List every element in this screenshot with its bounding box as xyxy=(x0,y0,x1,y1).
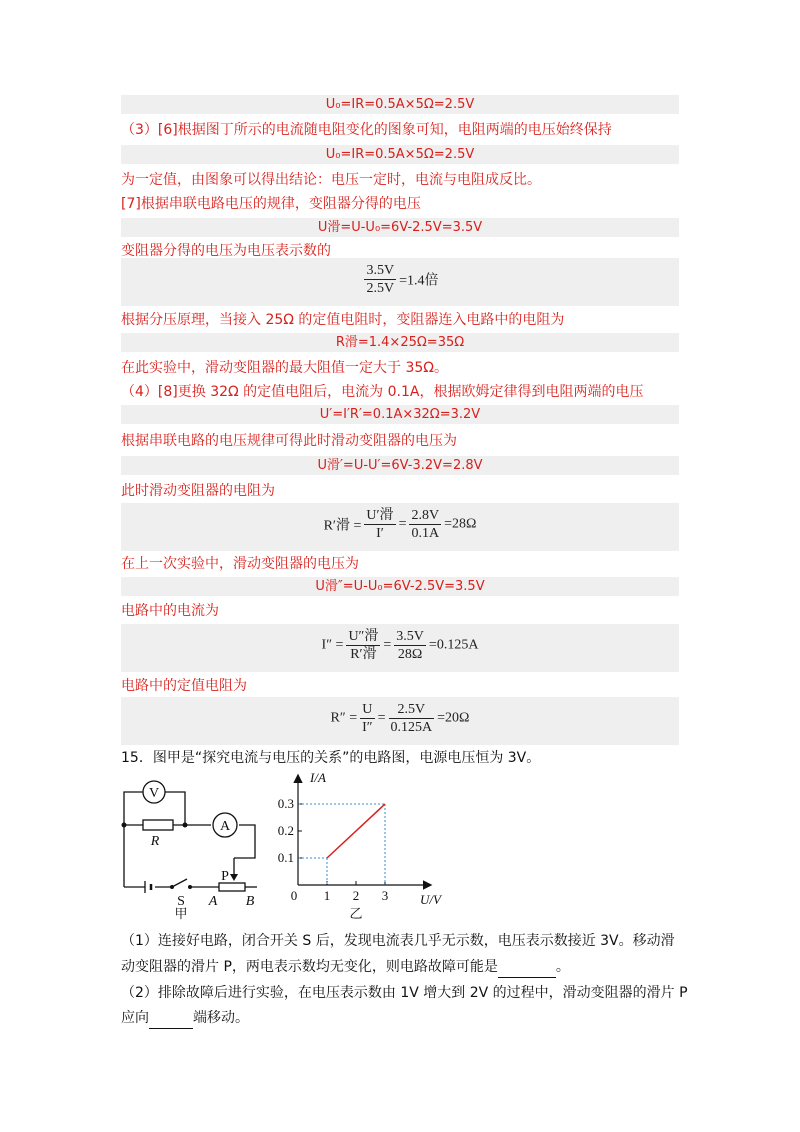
question-part2-end: 端移动。 xyxy=(193,1010,249,1026)
question-part1-line1: （1）连接好电路，闭合开关 S 后，发现电流表几乎无示数，电压表示数接近 3V。移动滑 xyxy=(121,933,675,949)
math3-den2: 0.125A xyxy=(390,720,433,735)
answer-blank-1[interactable] xyxy=(498,957,556,978)
solution-part3: （3）[6]根据图丁所示的电流随电阻变化的图象可知，电阻两端的电压始终保持 xyxy=(121,122,612,138)
x-axis-label: U/V xyxy=(420,892,441,907)
equation-math-3: R″ = $\frac{U}{I''}$ = $\frac{2.5V}{0.125A}$ =20Ω xyxy=(330,702,470,735)
math1-result: =28Ω xyxy=(444,516,477,532)
rheostat-end-a: A xyxy=(208,894,218,909)
math1-den1: I′ xyxy=(376,526,384,541)
x-tick-label: 1 xyxy=(323,888,331,903)
solution-max-resistance: 在此实验中，滑动变阻器的最大阻值一定大于 35Ω。 xyxy=(121,360,448,376)
equation-slider-voltage: U滑=U-U₀=6V-2.5V=3.5V xyxy=(317,220,483,235)
question-part2-line1: （2）排除故障后进行实验，在电压表示数由 1V 增大到 2V 的过程中，滑动变阻器的滑片 P xyxy=(121,985,688,1001)
math3-lhs: R″ = xyxy=(330,710,358,726)
question-part1-line2 xyxy=(121,957,570,978)
x-tick-label: 3 xyxy=(381,888,389,903)
solution-part4: （4）[8]更换 32Ω 的定值电阻后，电流为 0.1A，根据欧姆定律得到电阻两端的电压 xyxy=(121,384,644,400)
question-part1-text: 动变阻器的滑片 P，两电表示数均无变化，则电路故障可能是 xyxy=(121,959,498,975)
solution-fixed-resistance: 电路中的定值电阻为 xyxy=(121,678,247,694)
equation-slider-voltage-prime: U滑′=U-U′=6V-3.2V=2.8V xyxy=(317,458,483,473)
question-stem: 15．图甲是“探究电流与电压的关系”的电路图，电源电压恒为 3V。 xyxy=(121,750,541,766)
answer-blank-2[interactable] xyxy=(149,1008,193,1029)
iu-graph xyxy=(277,768,441,923)
circuit-caption: 甲 xyxy=(174,906,188,921)
rheostat-end-b: B xyxy=(245,894,255,909)
solution-previous: 在上一次实验中，滑动变阻器的电压为 xyxy=(121,556,359,572)
solution-current: 电路中的电流为 xyxy=(121,603,219,619)
equation-math-2: I″ = $\frac{\text{U″滑}}{\text{R′滑}}$ = $\frac{3.5V}{28\Omega}$ =0.125A xyxy=(321,629,479,662)
solution-series: 根据串联电路的电压规律可得此时滑动变阻器的电压为 xyxy=(121,433,457,449)
slider-label: P xyxy=(221,869,229,884)
voltmeter-label: V xyxy=(148,786,160,801)
ratio-numerator: 3.5V xyxy=(366,263,395,278)
equation-slider-voltage-double-prime: U滑″=U-U₀=6V-2.5V=3.5V xyxy=(315,579,485,594)
math1-lhs: R′滑 = xyxy=(323,518,362,534)
switch-label: S xyxy=(177,894,185,909)
question-part1-end: 。 xyxy=(555,959,570,975)
circuit-diagram xyxy=(115,770,280,920)
equation-ohm-2: U₀=IR=0.5A×5Ω=2.5V xyxy=(325,147,475,162)
data-line xyxy=(327,804,385,858)
math3-num2: 2.5V xyxy=(389,701,435,719)
question-part2-line2 xyxy=(121,1008,249,1029)
solution-step7: [7]根据串联电路电压的规律，变阻器分得的电压 xyxy=(121,196,421,212)
ratio-result: =1.4倍 xyxy=(399,273,439,289)
math3-den1: I″ xyxy=(362,720,373,735)
solution-divider: 根据分压原理，当接入 25Ω 的定值电阻时，变阻器连入电路中的电阻为 xyxy=(121,312,565,328)
math3-num1: U xyxy=(360,701,375,719)
math2-result: =0.125A xyxy=(428,637,479,653)
solution-conclusion: 为一定值，由图象可以得出结论：电压一定时，电流与电阻成反比。 xyxy=(121,172,541,188)
equation-voltage-prime: U′=I′R′=0.1A×32Ω=3.2V xyxy=(319,407,481,422)
math2-num2: 3.5V xyxy=(396,629,424,644)
equation-math-1: R′滑 = $\frac{\text{U′滑}}{I'}$ = $\frac{2.8V}{0.1A}$ =28Ω xyxy=(323,508,477,541)
math2-den1: R′滑 xyxy=(350,647,377,662)
math2-lhs: I″ = xyxy=(321,637,344,653)
y-tick-label: 0.3 xyxy=(277,796,294,811)
math1-num1: U′滑 xyxy=(366,508,394,523)
ammeter-label: A xyxy=(219,819,231,834)
math1-num2: 2.8V xyxy=(411,508,440,523)
resistor-label: R xyxy=(150,834,160,849)
question-part2-text: 应向 xyxy=(121,1010,149,1026)
y-tick-label: 0.2 xyxy=(277,823,294,838)
solution-ratio-text: 变阻器分得的电压为电压表示数的 xyxy=(121,243,331,259)
equation-ohm-1: U₀=IR=0.5A×5Ω=2.5V xyxy=(325,97,475,112)
origin-label: 0 xyxy=(290,888,298,903)
math3-result: =20Ω xyxy=(437,710,470,726)
graph-caption: 乙 xyxy=(349,906,363,921)
x-tick-label: 2 xyxy=(352,888,360,903)
ratio-denominator: 2.5V xyxy=(366,281,395,296)
y-tick-label: 0.1 xyxy=(277,850,294,865)
math2-den2: 28Ω xyxy=(397,647,423,662)
solution-slider-resistance: 此时滑动变阻器的电阻为 xyxy=(121,483,275,499)
math1-den2: 0.1A xyxy=(411,526,440,541)
y-axis-label: I/A xyxy=(310,770,326,785)
equation-slider-resistance: R滑=1.4×25Ω=35Ω xyxy=(335,335,465,350)
equation-ratio xyxy=(121,262,679,297)
math2-num1: U″滑 xyxy=(348,629,379,644)
